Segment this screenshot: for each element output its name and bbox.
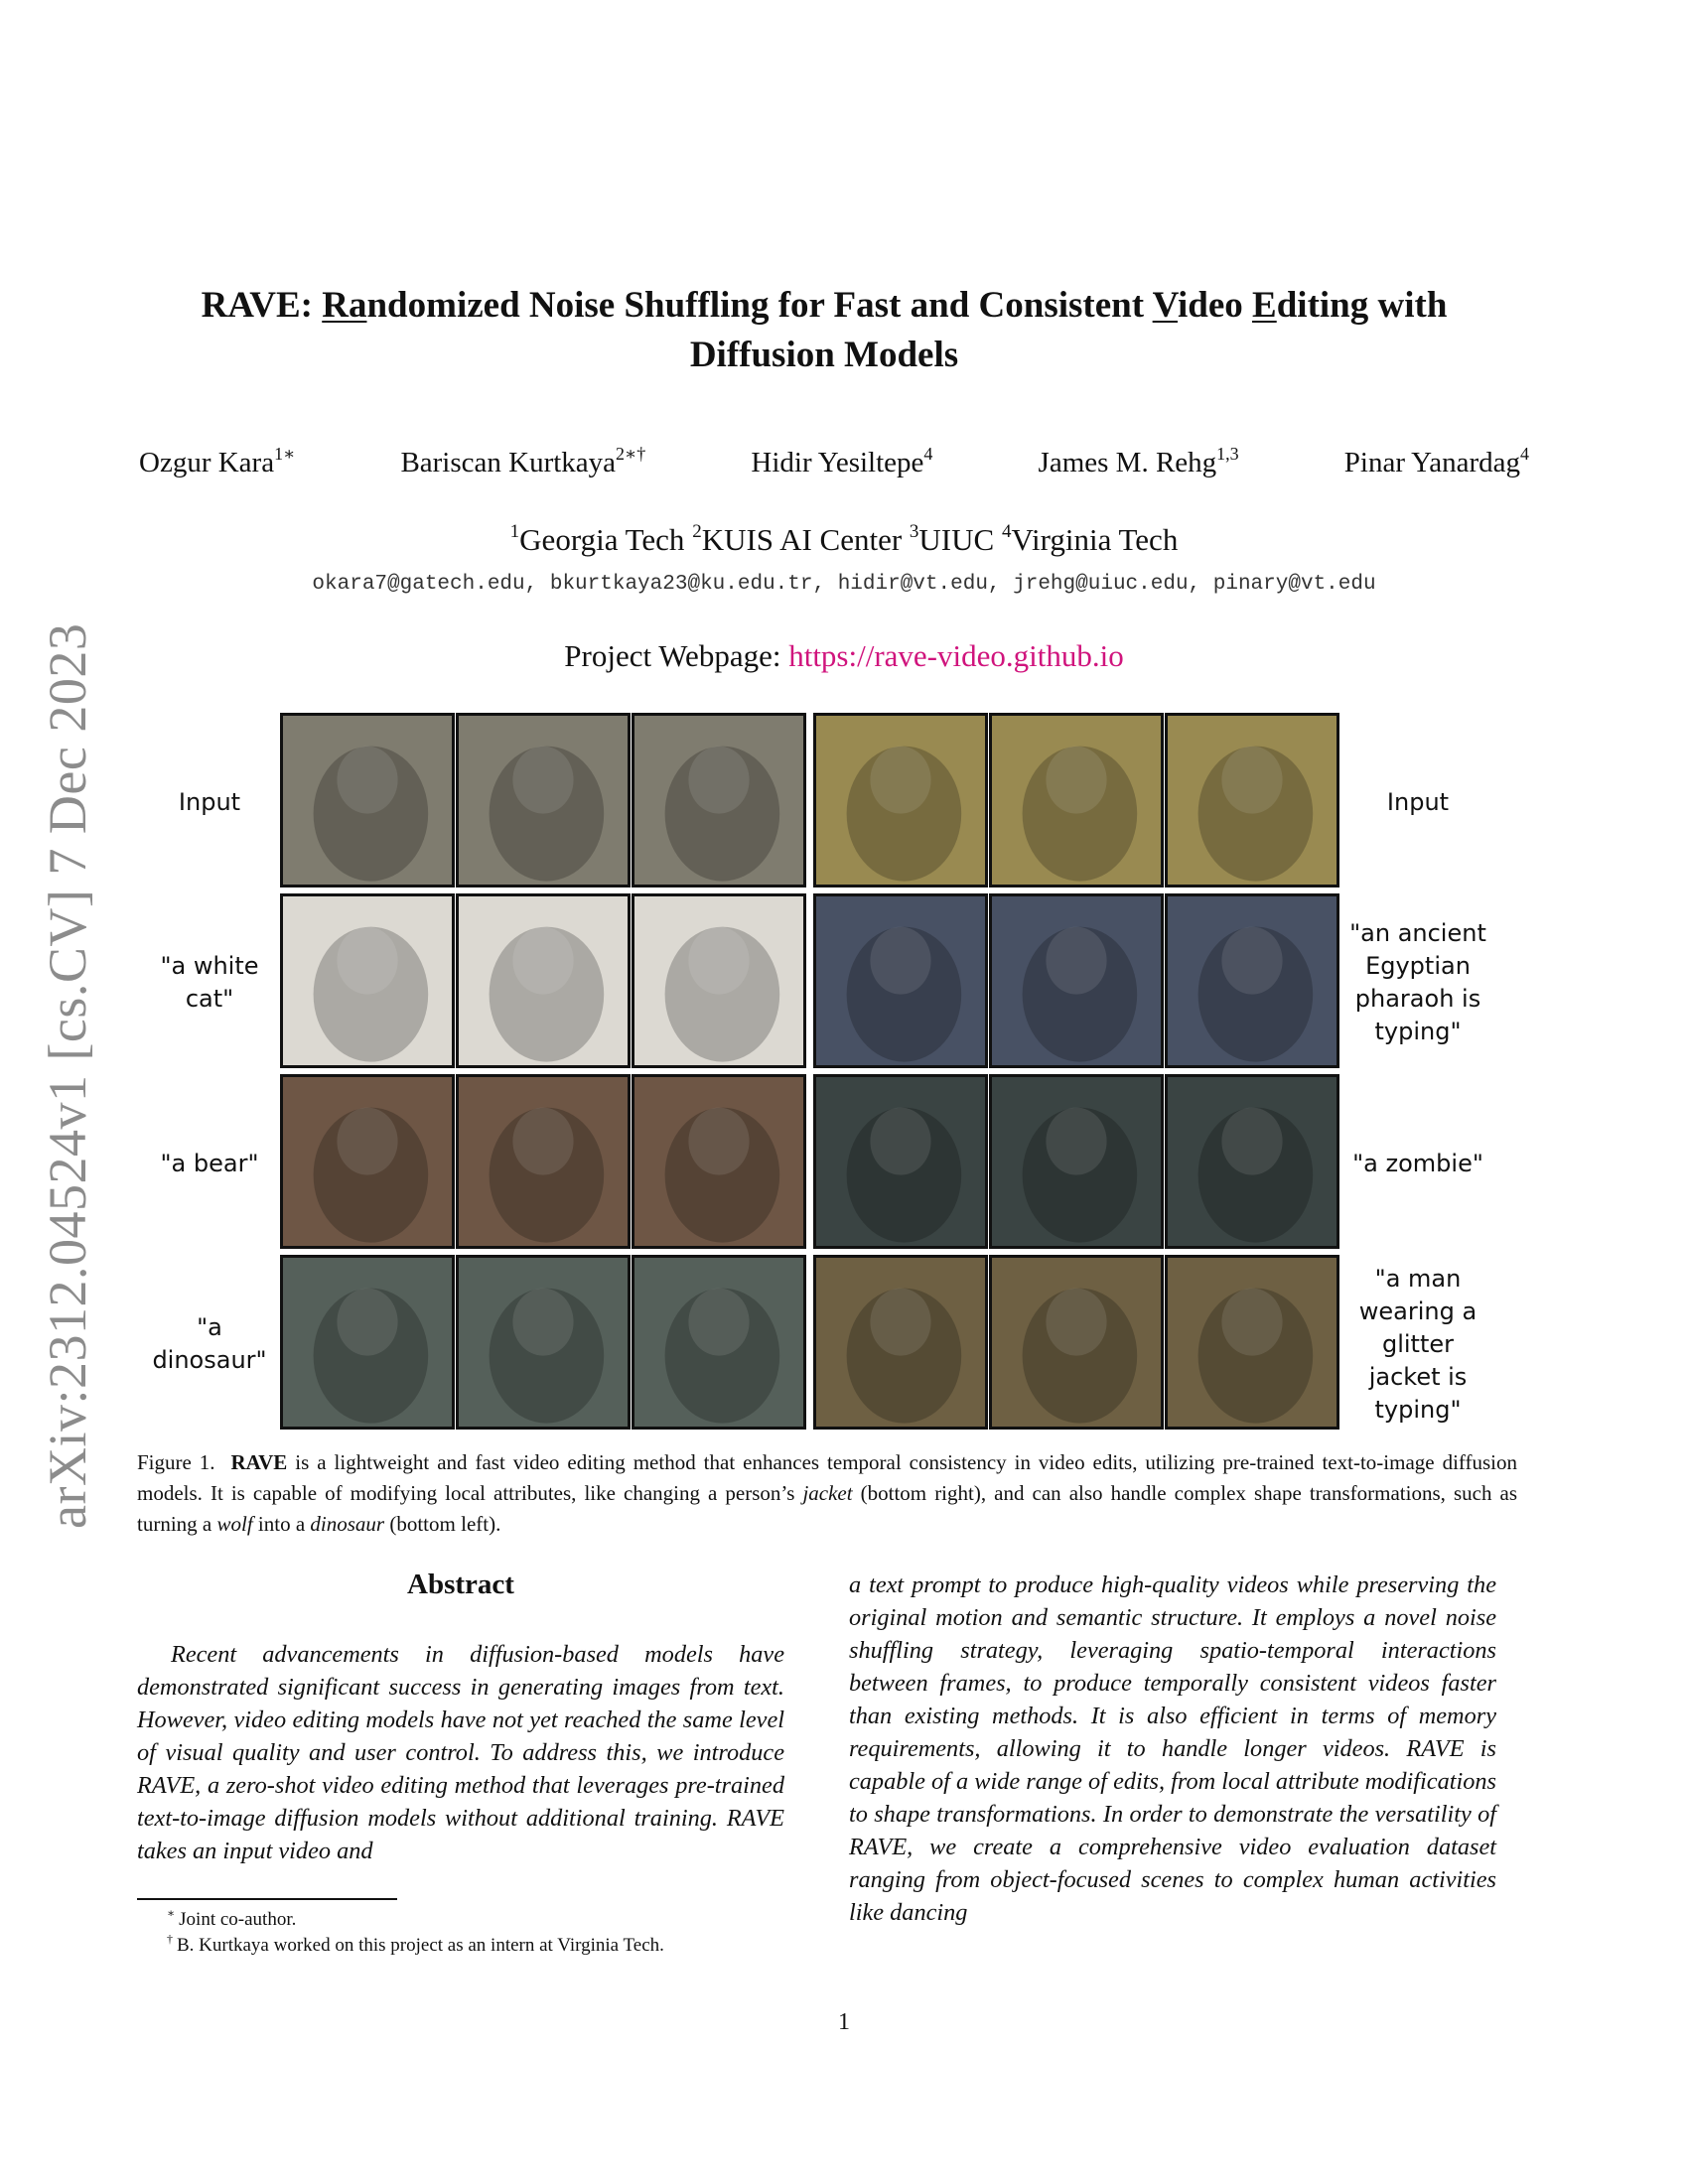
author: Hidir Yesiltepe$^4$ — [751, 444, 933, 478]
figure-frame-left — [280, 713, 455, 887]
figure-frame-left — [632, 1255, 806, 1430]
title-v: V — [1152, 285, 1178, 326]
title-r: R — [322, 285, 349, 326]
figure-frame-left — [632, 1074, 806, 1249]
figure-frame-left — [280, 1255, 455, 1430]
figure-row-label-right: "an ancient Egyptian pharaoh is typing" — [1349, 919, 1486, 1045]
figure-frame-right — [989, 893, 1164, 1068]
footnote: ∗ Joint co-author. — [167, 1906, 297, 1930]
figure-caption: Figure 1. RAVE is a lightweight and fast video editing method that enhances temporal consistency in video edits, utilizing pre-trained text-to-image diffusion models. It is capable of modifying local attributes, like changing a person’s jacket (bottom right), and can also handle complex shape transformations, such as turning a wolf into a dinosaur (bottom left). — [137, 1450, 1518, 1536]
figure-row-label-right: Input — [1386, 787, 1450, 816]
figure-frame-right — [989, 713, 1164, 887]
project-webpage — [0, 638, 1688, 674]
figure-frame-right — [1165, 713, 1339, 887]
figure-frame-right — [813, 1074, 988, 1249]
author: Pinar Yanardag$^4$ — [1343, 444, 1529, 478]
webpage-link[interactable]: https://rave-video.github.io — [788, 638, 1124, 673]
figure-frame-left — [632, 713, 806, 887]
footnote: † B. Kurtkaya worked on this project as an intern at Virginia Tech. — [167, 1932, 664, 1956]
author: Ozgur Kara$^{1∗}$ — [139, 444, 296, 478]
figure-row-label-right: "a zombie" — [1352, 1149, 1483, 1177]
abstract-text-right: a text prompt to produce high-quality videos while preserving the original motion and semantic structure. It employs a novel noise shuffling strategy, leveraging spatio-temporal interactions between frames, to produce temporally consistent videos faster than existing methods. It is also efficient in terms of memory requirements, allowing it to handle longer videos. RAVE is capable of a wide range of edits, from local attribute modifications to shape transformations. In order to demonstrate the versatility of RAVE, we create a comprehensive video evaluation dataset ranging from object-focused scenes to complex human activities like dancing — [849, 1571, 1496, 1926]
figure-row-label-left: "a bear" — [160, 1149, 259, 1177]
figure-frame-right — [1165, 1255, 1339, 1430]
title-prefix: RAVE: — [201, 285, 323, 326]
title-e: E — [1252, 285, 1277, 326]
title-a: a — [348, 285, 367, 326]
title-mid: ndomized Noise Shuffling for Fast and Consistent — [366, 285, 1153, 326]
figure-frame-left — [280, 893, 455, 1068]
webpage-label: Project Webpage: — [564, 638, 789, 673]
figure-frame-right — [1165, 893, 1339, 1068]
figure-1 — [139, 713, 1519, 1437]
figure-row-label-right: "a man wearing a glitter jacket is typing" — [1358, 1264, 1477, 1424]
author-emails: okara7@gatech.edu, bkurtkaya23@ku.edu.tr, hidir@vt.edu, jrehg@uiuc.edu, pinary@vt.edu — [312, 573, 1376, 596]
figure-frame-left — [456, 713, 631, 887]
title-ideo: ideo — [1178, 285, 1253, 326]
figure-frame-right — [813, 1255, 988, 1430]
figure-frame-right — [989, 1074, 1164, 1249]
figure-frame-right — [813, 893, 988, 1068]
arxiv-stamp: arXiv:2312.04524v1 [cs.CV] 7 Dec 2023 — [38, 622, 97, 1529]
figure-frame-left — [280, 1074, 455, 1249]
figure-frame-right — [1165, 1074, 1339, 1249]
footnote-divider — [137, 1898, 397, 1900]
page-number: 1 — [838, 2009, 850, 2035]
title-diting: diting with — [1276, 285, 1448, 326]
figure-row-label-left: "a dinosaur" — [152, 1313, 267, 1374]
title-line2: Diffusion Models — [689, 335, 959, 375]
affiliations: $^1$Georgia Tech $^2$KUIS AI Center $^3$UIUC $^4$Virginia Tech — [509, 521, 1179, 557]
figure-row-label-left: "a white cat" — [160, 952, 259, 1013]
figure-frame-left — [632, 893, 806, 1068]
abstract-heading: Abstract — [407, 1569, 514, 1600]
author-list — [139, 444, 1529, 483]
author: James M. Rehg$^{1,3}$ — [1038, 444, 1239, 478]
figure-frame-right — [813, 713, 988, 887]
author: Bariscan Kurtkaya$^{2∗\dagger}$ — [400, 444, 646, 478]
figure-row-label-left: Input — [178, 787, 241, 816]
figure-frame-left — [456, 893, 631, 1068]
figure-frame-left — [456, 1074, 631, 1249]
paper-title — [139, 281, 1509, 380]
abstract-text-left: Recent advancements in diffusion-based models have demonstrated significant success in generating images from text. However, video editing models have not yet reached the same level of visual quality and user control. To address this, we introduce RAVE, a zero-shot video editing method that leverages pre-trained text-to-image diffusion models without additional training. RAVE takes an input video and — [137, 1641, 784, 1864]
figure-frame-right — [989, 1255, 1164, 1430]
figure-frame-left — [456, 1255, 631, 1430]
